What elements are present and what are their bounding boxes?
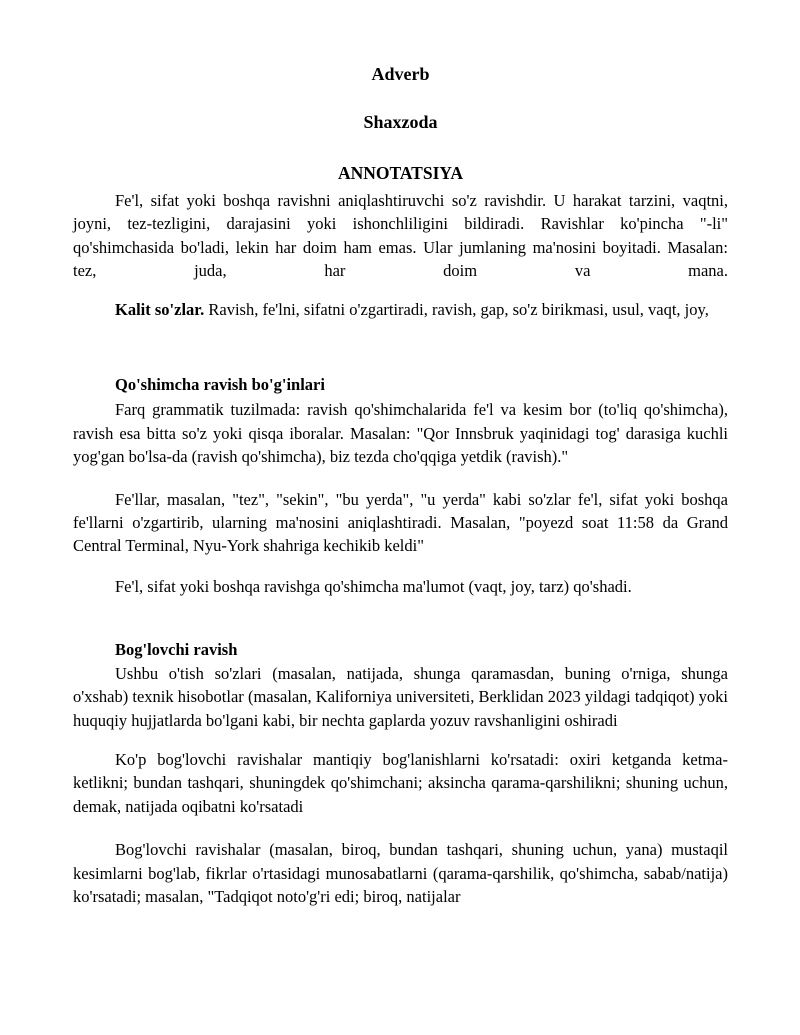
section1-paragraph-3: Fe'l, sifat yoki boshqa ravishga qo'shimcha ma'lumot (vaqt, joy, tarz) qo'shadi. — [115, 576, 632, 596]
document-title: Adverb — [371, 64, 430, 84]
section1-paragraph-1: Farq grammatik tuzilmada: ravish qo'shimchalarida fe'l va kesim bor (to'liq qo'shimcha), ravish esa bitta so'z yoki qisqa iboralar. Masalan: "Qor Innsbruk yaqinidagi tog' darasiga kuchli yog'gan bo'lsa-da (ravish qo'shimcha), biz tezda cho'qqiga yetdik (ravish)." — [73, 400, 728, 467]
section2-paragraph-1: Ushbu o'tish so'zlari (masalan, natijada, shunga qaramasdan, buning o'rniga, shunga o'xshab) texnik hisobotlar (masalan, Kaliforniya universiteti, Berklidan 2023 yildagi tadqiqot) yoki huquqiy hujjatlarda bo'lgani kabi, bir nechta gaplarda yozuv ravshanligini oshiradi — [73, 663, 728, 730]
document-author: Shaxzoda — [363, 112, 438, 132]
keywords-text: Ravish, fe'lni, sifatni o'zgartiradi, ravish, gap, so'z birikmasi, usul, vaqt, joy, — [204, 299, 709, 319]
annotation-heading: ANNOTATSIYA — [337, 163, 464, 183]
intro-paragraph: Fe'l, sifat yoki boshqa ravishni aniqlashtiruvchi so'z ravishdir. U harakat tarzini, vaqtni, joyni, tez-tezligini, darajasini yoki ishonchliligini bildiradi. Ravishlar ko'pincha "-li" qo'shimchasida bo'ladi, lekin har doim ham emas. Ular jumlaning ma'nosini boyitadi. Masalan: tez, juda, har doim va mana. — [73, 191, 728, 281]
section2-paragraph-2: Ko'p bog'lovchi ravishalar mantiqiy bog'lanishlarni ko'rsatadi: oxiri ketganda ketma-ketlikni; bundan tashqari, shuningdek qo'shimchani; aksincha qarama-qarshilikni; shuning uchun, demak, natijada oqibatni ko'rsatadi — [73, 749, 728, 816]
keywords-label: Kalit so'zlar. — [115, 299, 205, 319]
section2-heading: Bog'lovchi ravish — [115, 640, 238, 660]
section1-paragraph-2: Fe'llar, masalan, "tez", "sekin", "bu yerda", "u yerda" kabi so'zlar fe'l, sifat yoki boshqa fe'llarni o'zgartirib, ularning ma'nosini aniqlashtiradi. Masalan, "poyezd soat 11:58 da Grand Central Terminal, Nyu-York shahriga kechikib keldi" — [73, 489, 728, 556]
section1-heading: Qo'shimcha ravish bo'g'inlari — [115, 375, 325, 395]
keywords-paragraph — [73, 298, 728, 321]
section2-paragraph-3: Bog'lovchi ravishalar (masalan, biroq, bundan tashqari, shuning uchun, yana) mustaqil kesimlarni bog'lab, fikrlar o'rtasidagi munosabatlarni (qarama-qarshilik, qo'shimcha, sabab/natija) ko'rsatadi; masalan, "Tadqiqot noto'g'ri edi; biroq, natijalar — [73, 840, 728, 906]
